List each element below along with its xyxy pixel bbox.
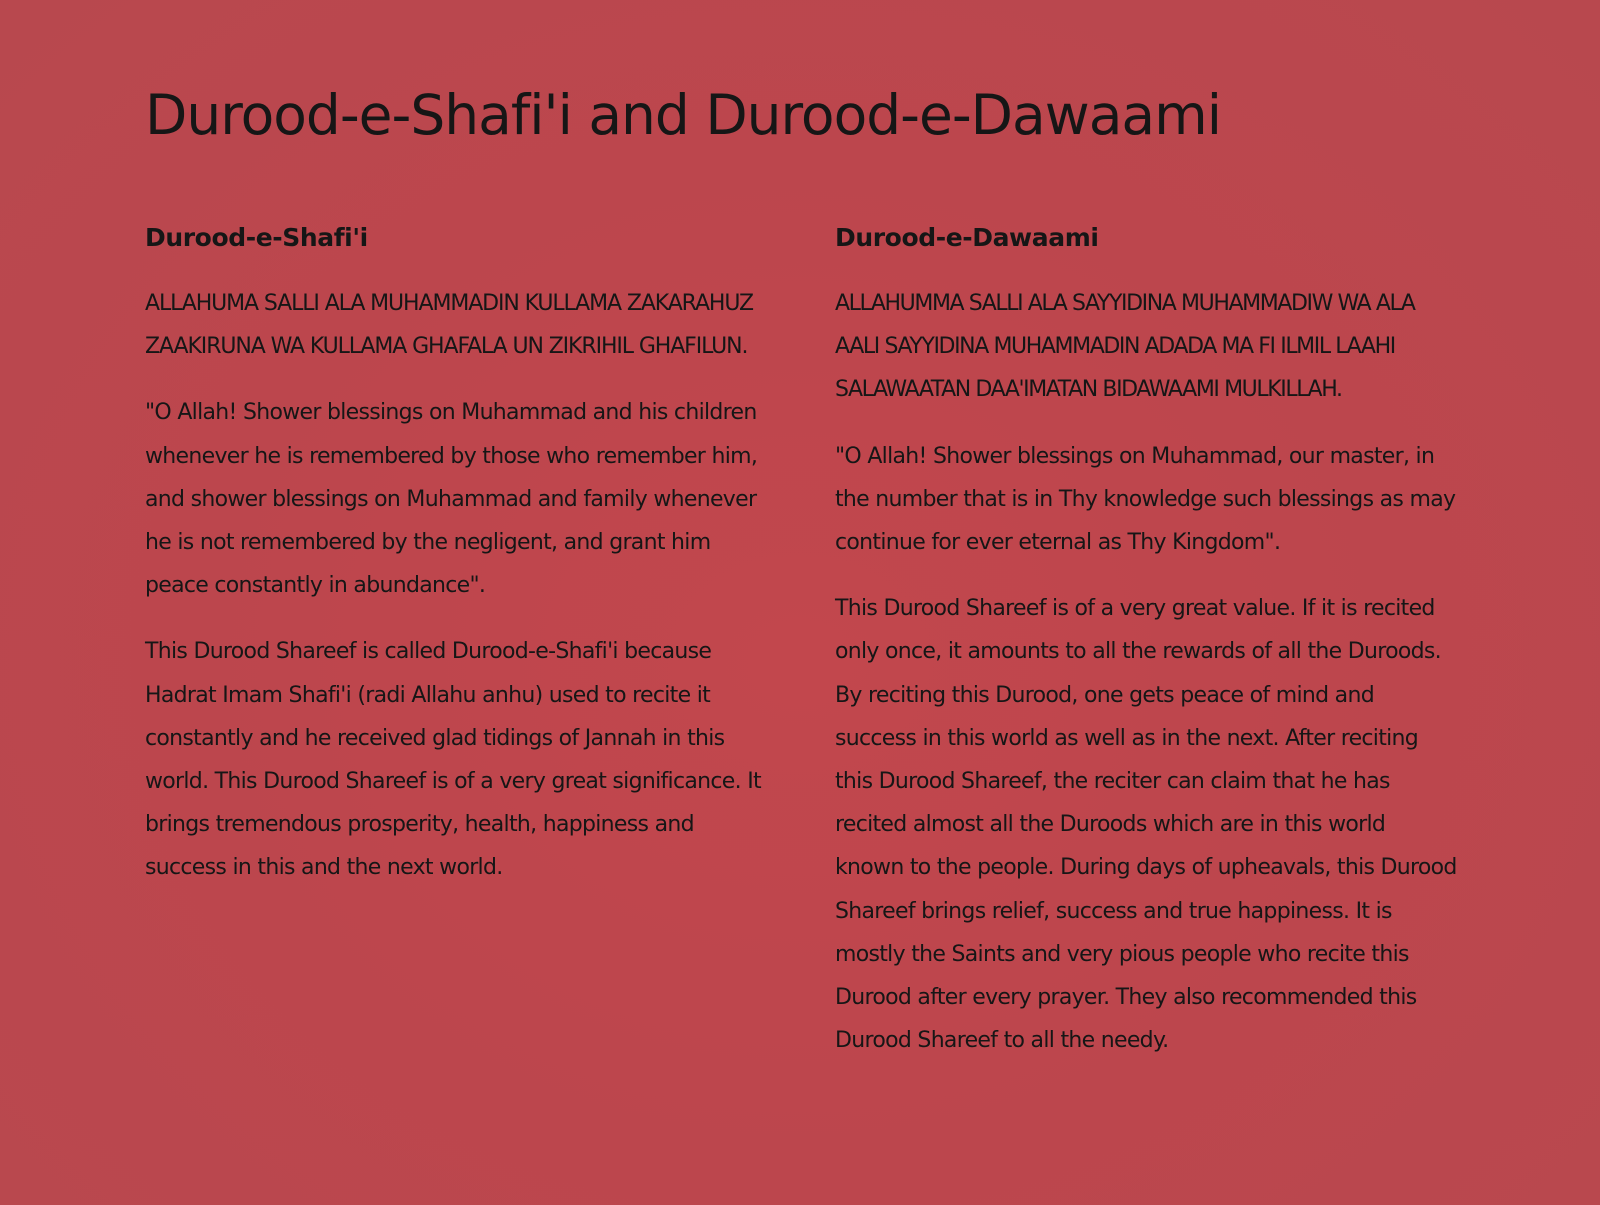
page-title: Durood-e-Shafi'i and Durood-e-Dawaami <box>145 83 1221 147</box>
durood-shafii-translation: "O Allah! Shower blessings on Muhammad and his children whenever he is remembered by those who remember him, and shower blessings on Muhammad and family whenever he is not remembered by the negligent, and grant him peace constantly in abundance". <box>145 400 758 599</box>
durood-dawaami-transliteration: ALLAHUMMA SALLI ALA SAYYIDINA MUHAMMADIW WA ALA AALI SAYYIDINA MUHAMMADIN ADADA MA FI ILMIL LAAHI SALAWAATAN DAA'IMATAN BIDAWAAMI MULKILLAH. <box>835 291 1415 403</box>
durood-dawaami-section <box>835 218 1460 1085</box>
durood-shafii-description: This Durood Shareef is called Durood-e-Shafi'i because Hadrat Imam Shafi'i (radi Allahu anhu) used to recite it constantly and he received glad tidings of Jannah in this world. This Durood Shareef is of a very great significance. It brings tremendous prosperity, health, happiness and success in this and the next world. <box>145 639 761 881</box>
durood-dawaami-heading: Durood-e-Dawaami <box>835 223 1099 252</box>
page-content <box>145 0 1455 1205</box>
durood-shafii-section <box>145 218 770 913</box>
durood-dawaami-description: This Durood Shareef is of a very great value. If it is recited only once, it amounts to all the rewards of all the Duroods. By reciting this Durood, one gets peace of mind and success in this world as well as in the next. After reciting this Durood Shareef, the reciter can claim that he has recited almost all the Duroods which are in this world known to the people. During days of upheavals, this Durood Shareef brings relief, success and true happiness. It is mostly the Saints and very pious people who recite this Durood after every prayer. They also recommended this Durood Shareef to all the needy. <box>835 596 1457 1054</box>
durood-shafii-heading: Durood-e-Shafi'i <box>145 223 368 252</box>
durood-shafii-transliteration: ALLAHUMA SALLI ALA MUHAMMADIN KULLAMA ZAKARAHUZ ZAAKIRUNA WA KULLAMA GHAFALA UN ZIKRIHIL GHAFILUN. <box>145 291 753 360</box>
durood-dawaami-translation: "O Allah! Shower blessings on Muhammad, our master, in the number that is in Thy knowledge such blessings as may continue for ever eternal as Thy Kingdom". <box>835 443 1456 556</box>
